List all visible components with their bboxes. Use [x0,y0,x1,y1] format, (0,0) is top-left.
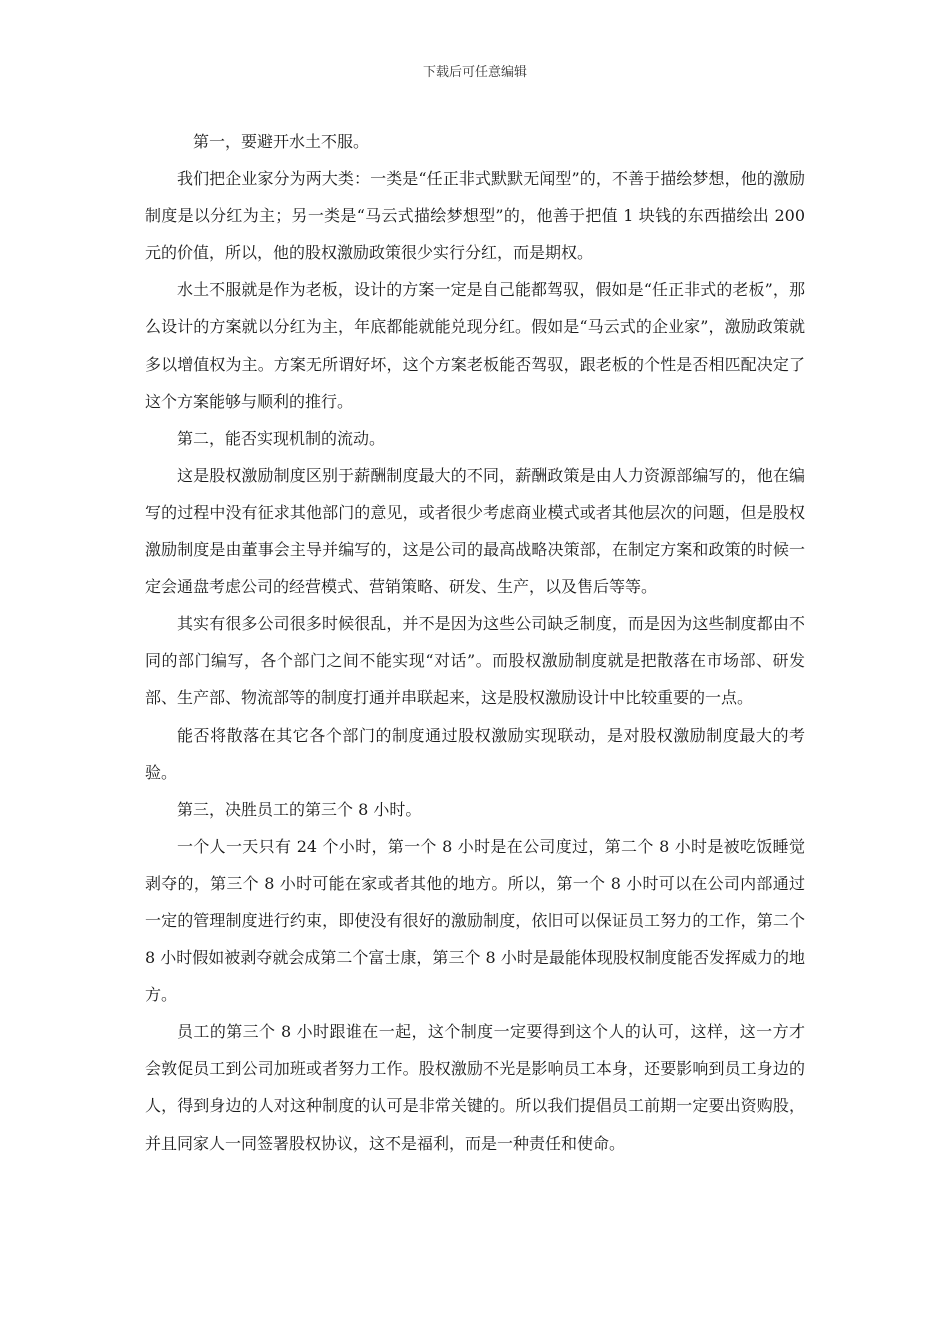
paragraph: 这是股权激励制度区别于薪酬制度最大的不同，薪酬政策是由人力资源部编写的，他在编写的过程中没有征求其他部门的意见，或者很少考虑商业模式或者其他层次的问题，但是股权激励制度是由董事会主导并编写的，这是公司的最高战略决策部，在制定方案和政策的时候一定会通盘考虑公司的经营模式、营销策略、研发、生产，以及售后等等。 [145,465,805,597]
paragraph: 能否将散落在其它各个部门的制度通过股权激励实现联动，是对股权激励制度最大的考验。 [145,725,805,782]
paragraph: 我们把企业家分为两大类：一类是“任正非式默默无闻型”的，不善于描绘梦想，他的激励制度是以分红为主；另一类是“马云式描绘梦想型”的，他善于把值 1 块钱的东西描绘出 200 元的价值，所以，他的股权激励政策很少实行分红，而是期权。 [145,169,805,263]
paragraph-point-one-heading: 第一，要避开水土不服。 [193,132,370,151]
paragraph: 水土不服就是作为老板，设计的方案一定是自己能都驾驭，假如是“任正非式的老板”，那么设计的方案就以分红为主，年底都能就能兑现分红。假如是“马云式的企业家”，激励政策就多以增值权为主。方案无所谓好坏，这个方案老板能否驾驭，跟老板的个性是否相匹配决定了这个方案能够与顺利的推行。 [145,280,805,411]
paragraph: 其实有很多公司很多时候很乱，并不是因为这些公司缺乏制度，而是因为这些制度都由不同的部门编写，各个部门之间不能实现“对话”。而股权激励制度就是把散落在市场部、研发部、生产部、物流部等的制度打通并串联起来，这是股权激励设计中比较重要的一点。 [145,614,805,708]
document-body [145,123,805,1162]
page-header-note: 下载后可任意编辑 [422,65,527,80]
paragraph: 一个人一天只有 24 个小时，第一个 8 小时是在公司度过，第二个 8 小时是被吃饭睡觉剥夺的，第三个 8 小时可能在家或者其他的地方。所以，第一个 8 小时可以在公司内部通过一定的管理制度进行约束，即使没有很好的激励制度，依旧可以保证员工努力的工作，第二个 8 小时假如被剥夺就会成第二个富士康，第三个 8 小时是最能体现股权制度能否发挥威力的地方。 [145,836,805,1005]
paragraph-point-two-heading: 第二，能否实现机制的流动。 [177,428,386,448]
paragraph: 员工的第三个 8 小时跟谁在一起，这个制度一定要得到这个人的认可，这样，这一方才会敦促员工到公司加班或者努力工作。股权激励不光是影响员工本身，还要影响到员工身边的人，得到身边的人对这种制度的认可是非常关键的。所以我们提倡员工前期一定要出资购股，并且同家人一同签署股权协议，这不是福利，而是一种责任和使命。 [145,1022,805,1153]
paragraph-point-three-heading: 第三，决胜员工的第三个 8 小时。 [177,799,422,819]
